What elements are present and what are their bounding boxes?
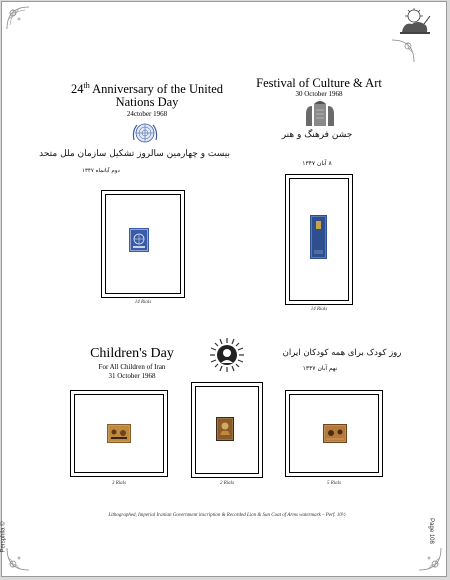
festival-emblem-icon [302, 98, 338, 128]
corner-ornament-icon [5, 5, 31, 31]
un-day-date: 24ctober 1968 [126, 110, 168, 118]
childrens-stamp-caption-2: 2 Rials [219, 481, 235, 486]
childrens-stamp-caption-3: 5 Rials [326, 481, 342, 486]
childrens-stamp-frame-2 [191, 382, 263, 478]
corner-ornament-icon [5, 546, 31, 572]
un-emblem-icon [129, 120, 161, 148]
childrens-stamp-image-3 [323, 424, 347, 443]
page-number-side-text: Page 108 [427, 518, 434, 544]
lion-and-sun-emblem-icon [394, 6, 434, 36]
corner-ornament-icon [390, 38, 416, 64]
un-stamp-image [129, 228, 149, 252]
copyright-side-text: Persphila © [0, 521, 7, 553]
childrens-day-date: 31 October 1968 [108, 372, 156, 380]
album-page [1, 1, 447, 577]
childrens-day-emblem-icon [207, 335, 247, 375]
un-day-persian-title: بیست و چهارمین سالروز تشکیل سازمان ملل متحد [39, 149, 230, 159]
un-stamp-frame [101, 190, 185, 298]
un-day-persian-date: دوم آبانماه ۱۳۴۷ [82, 168, 120, 174]
festival-stamp-caption: 14 Rials [310, 307, 328, 312]
un-stamp-caption: 14 Rials [134, 300, 152, 305]
page-footer-note: Lithographed, Imperial Iranian Government inscription & Recorded Lion & Sun Coat of Arms watermark – Perf. 10½ [108, 513, 346, 518]
festival-persian-date: ۸ آبان ۱۳۴۷ [302, 160, 332, 167]
un-day-title: 24th Anniversary of the United Nations Day [70, 81, 224, 110]
childrens-stamp-frame-3 [285, 390, 383, 477]
childrens-day-title: Children's Day [90, 346, 174, 361]
festival-title: Festival of Culture & Art [256, 76, 382, 90]
festival-stamp-image [310, 215, 327, 259]
festival-date: 30 October 1968 [295, 90, 343, 98]
festival-stamp-frame [285, 174, 353, 305]
childrens-day-persian-title: روز کودک برای همه کودکان ایران [282, 348, 402, 358]
childrens-stamp-frame-1 [70, 390, 168, 477]
childrens-stamp-image-1 [107, 424, 131, 443]
corner-ornament-icon [417, 546, 443, 572]
childrens-day-persian-date: نهم آبان ۱۳۴۷ [302, 365, 338, 372]
childrens-day-subtitle: For All Children of Iran [98, 363, 166, 371]
childrens-stamp-caption-1: 3 Rials [111, 481, 127, 486]
festival-persian-title: جشن فرهنگ و هنر [281, 130, 353, 140]
childrens-stamp-image-2 [216, 417, 234, 441]
